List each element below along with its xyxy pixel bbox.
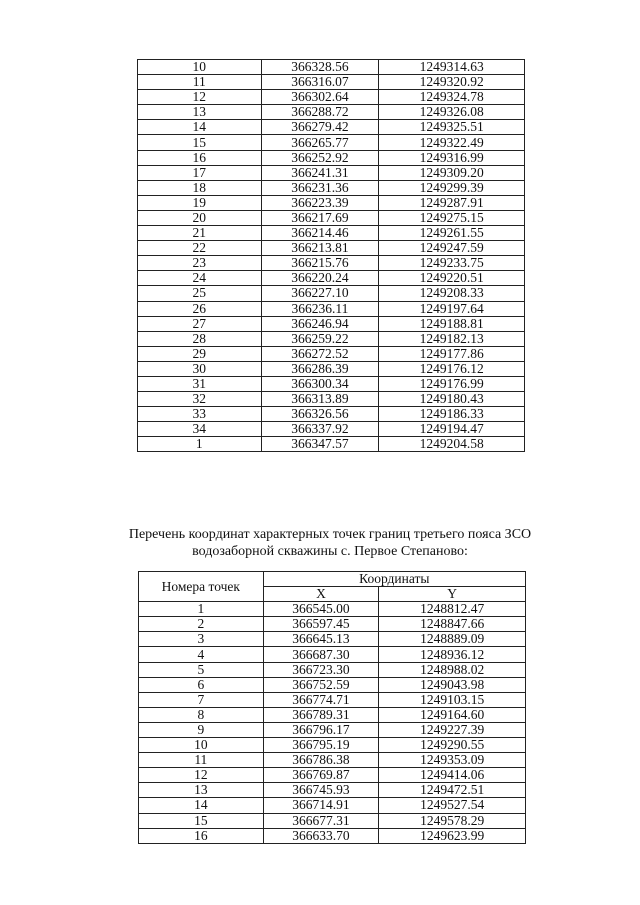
y-coordinate-cell: 1249623.99 [379,828,526,843]
table-row [139,707,526,722]
point-number-cell: 15 [138,135,262,150]
y-coordinate-cell: 1249578.29 [379,813,526,828]
section-caption [80,526,580,560]
y-coordinate-cell: 1249177.86 [379,346,525,361]
point-number-cell: 24 [138,271,262,286]
x-coordinate-cell: 366723.30 [263,662,379,677]
table-row [138,316,525,331]
point-number-cell: 12 [138,90,262,105]
x-coordinate-cell: 366231.36 [261,180,379,195]
table-row [139,617,526,632]
y-coordinate-cell: 1249180.43 [379,392,525,407]
table-row [138,271,525,286]
x-coordinate-cell: 366241.31 [261,165,379,180]
y-coordinate-cell: 1249103.15 [379,692,526,707]
table-row [138,392,525,407]
point-number-cell: 4 [139,647,264,662]
y-coordinate-cell: 1249309.20 [379,165,525,180]
x-coordinate-cell: 366597.45 [263,617,379,632]
point-number-cell: 14 [139,798,264,813]
table-row [138,120,525,135]
x-coordinate-cell: 366677.31 [263,813,379,828]
point-number-cell: 21 [138,226,262,241]
x-coordinate-cell: 366769.87 [263,768,379,783]
x-coordinate-cell: 366789.31 [263,707,379,722]
table-row [138,346,525,361]
table-row [139,722,526,737]
table-row [138,195,525,210]
point-number-cell: 22 [138,241,262,256]
table-row [139,632,526,647]
table-row [139,602,526,617]
y-coordinate-cell: 1249204.58 [379,437,525,452]
coordinates-table-body [138,60,525,452]
y-coordinate-cell: 1249299.39 [379,180,525,195]
x-coordinate-cell: 366786.38 [263,753,379,768]
point-number-cell: 26 [138,301,262,316]
point-number-cell: 9 [139,722,264,737]
x-coordinate-cell: 366326.56 [261,407,379,422]
table-row [138,135,525,150]
table-header-row [139,572,526,587]
point-number-cell: 23 [138,256,262,271]
table-row [139,768,526,783]
table-row [139,692,526,707]
caption-line-1: Перечень координат характерных точек границ третьего пояса ЗСО [128,527,532,542]
y-coordinate-cell: 1249208.33 [379,286,525,301]
point-number-cell: 15 [139,813,264,828]
table-row [138,407,525,422]
x-coordinate-cell: 366279.42 [261,120,379,135]
y-coordinate-cell: 1249287.91 [379,195,525,210]
y-coordinate-cell: 1249320.92 [379,75,525,90]
point-number-cell: 1 [138,437,262,452]
y-coordinate-cell: 1249233.75 [379,256,525,271]
caption-line-2: водозаборной скважины с. Первое Степаново: [192,544,468,559]
x-coordinate-cell: 366217.69 [261,210,379,225]
y-coordinate-cell: 1249322.49 [379,135,525,150]
point-number-cell: 6 [139,677,264,692]
table-row [138,180,525,195]
y-coordinate-cell: 1249043.98 [379,677,526,692]
point-number-cell: 30 [138,361,262,376]
x-coordinate-cell: 366633.70 [263,828,379,843]
point-number-cell: 12 [139,768,264,783]
point-number-header: Номера точек [139,572,264,602]
point-number-cell: 11 [139,753,264,768]
y-coordinate-cell: 1249227.39 [379,722,526,737]
point-number-cell: 10 [138,60,262,75]
table-row [138,256,525,271]
third-zone-coordinates-table [138,571,526,844]
point-number-cell: 8 [139,707,264,722]
x-coordinate-cell: 366545.00 [263,602,379,617]
y-coordinate-cell: 1249527.54 [379,798,526,813]
table-row [138,241,525,256]
x-coordinate-cell: 366796.17 [263,722,379,737]
table-row [138,361,525,376]
coordinates-table-body [139,602,526,844]
point-number-cell: 13 [139,783,264,798]
y-coordinate-cell: 1249290.55 [379,738,526,753]
table-row [138,376,525,391]
table-row [138,286,525,301]
table-row [138,301,525,316]
x-coordinate-cell: 366288.72 [261,105,379,120]
table-row [138,90,525,105]
table-row [139,828,526,843]
table-row [138,165,525,180]
table-row [139,783,526,798]
y-coordinate-cell: 1249414.06 [379,768,526,783]
x-coordinate-cell: 366714.91 [263,798,379,813]
table-row [139,677,526,692]
table-row [139,813,526,828]
y-coordinate-cell: 1249275.15 [379,210,525,225]
point-number-cell: 17 [138,165,262,180]
y-coordinate-cell: 1249326.08 [379,105,525,120]
y-coordinate-cell: 1248812.47 [379,602,526,617]
table-row [138,210,525,225]
y-coordinate-cell: 1249261.55 [379,226,525,241]
table-row [139,662,526,677]
y-coordinate-cell: 1248847.66 [379,617,526,632]
x-coordinate-cell: 366227.10 [261,286,379,301]
x-coordinate-cell: 366752.59 [263,677,379,692]
coordinates-header: Координаты [263,572,525,587]
y-coordinate-cell: 1249197.64 [379,301,525,316]
table-row [138,422,525,437]
y-coordinate-cell: 1249164.60 [379,707,526,722]
point-number-cell: 16 [138,150,262,165]
table-row [138,75,525,90]
coordinates-table-continued [137,59,525,452]
point-number-cell: 2 [139,617,264,632]
point-number-cell: 10 [139,738,264,753]
point-number-cell: 1 [139,602,264,617]
x-coordinate-cell: 366337.92 [261,422,379,437]
y-coordinate-cell: 1249353.09 [379,753,526,768]
table-row [139,738,526,753]
y-coordinate-cell: 1249316.99 [379,150,525,165]
table-row [139,798,526,813]
y-coordinate-cell: 1249176.12 [379,361,525,376]
point-number-cell: 3 [139,632,264,647]
x-coordinate-cell: 366300.34 [261,376,379,391]
y-coordinate-cell: 1249314.63 [379,60,525,75]
table-row [138,150,525,165]
point-number-cell: 7 [139,692,264,707]
x-coordinate-cell: 366302.64 [261,90,379,105]
x-coordinate-cell: 366215.76 [261,256,379,271]
y-coordinate-cell: 1248988.02 [379,662,526,677]
y-coordinate-cell: 1249324.78 [379,90,525,105]
table-row [138,226,525,241]
point-number-cell: 13 [138,105,262,120]
x-coordinate-cell: 366795.19 [263,738,379,753]
x-coordinate-cell: 366687.30 [263,647,379,662]
y-coordinate-cell: 1249186.33 [379,407,525,422]
x-coordinate-cell: 366347.57 [261,437,379,452]
point-number-cell: 11 [138,75,262,90]
point-number-cell: 34 [138,422,262,437]
x-coordinate-cell: 366286.39 [261,361,379,376]
y-coordinate-cell: 1249247.59 [379,241,525,256]
y-coordinate-cell: 1248936.12 [379,647,526,662]
x-coordinate-cell: 366259.22 [261,331,379,346]
point-number-cell: 25 [138,286,262,301]
y-coordinate-cell: 1249182.13 [379,331,525,346]
y-coordinate-cell: 1249176.99 [379,376,525,391]
x-coordinate-cell: 366272.52 [261,346,379,361]
point-number-cell: 28 [138,331,262,346]
point-number-cell: 19 [138,195,262,210]
point-number-cell: 20 [138,210,262,225]
y-coordinate-cell: 1249325.51 [379,120,525,135]
point-number-cell: 14 [138,120,262,135]
x-coordinate-cell: 366223.39 [261,195,379,210]
table-row [138,437,525,452]
point-number-cell: 29 [138,346,262,361]
x-coordinate-cell: 366645.13 [263,632,379,647]
x-coordinate-cell: 366316.07 [261,75,379,90]
x-coordinate-cell: 366328.56 [261,60,379,75]
x-coordinate-cell: 366213.81 [261,241,379,256]
x-coordinate-cell: 366246.94 [261,316,379,331]
x-coordinate-cell: 366214.46 [261,226,379,241]
point-number-cell: 27 [138,316,262,331]
x-coordinate-cell: 366265.77 [261,135,379,150]
y-header: Y [379,587,526,602]
table-row [138,60,525,75]
point-number-cell: 16 [139,828,264,843]
x-coordinate-cell: 366252.92 [261,150,379,165]
x-coordinate-cell: 366313.89 [261,392,379,407]
point-number-cell: 31 [138,376,262,391]
y-coordinate-cell: 1249220.51 [379,271,525,286]
x-coordinate-cell: 366745.93 [263,783,379,798]
x-coordinate-cell: 366220.24 [261,271,379,286]
x-header: X [263,587,379,602]
table-row [139,647,526,662]
point-number-cell: 32 [138,392,262,407]
point-number-cell: 18 [138,180,262,195]
table-row [138,331,525,346]
y-coordinate-cell: 1249188.81 [379,316,525,331]
y-coordinate-cell: 1248889.09 [379,632,526,647]
x-coordinate-cell: 366774.71 [263,692,379,707]
table-row [138,105,525,120]
table-row [139,753,526,768]
x-coordinate-cell: 366236.11 [261,301,379,316]
y-coordinate-cell: 1249194.47 [379,422,525,437]
y-coordinate-cell: 1249472.51 [379,783,526,798]
point-number-cell: 33 [138,407,262,422]
point-number-cell: 5 [139,662,264,677]
